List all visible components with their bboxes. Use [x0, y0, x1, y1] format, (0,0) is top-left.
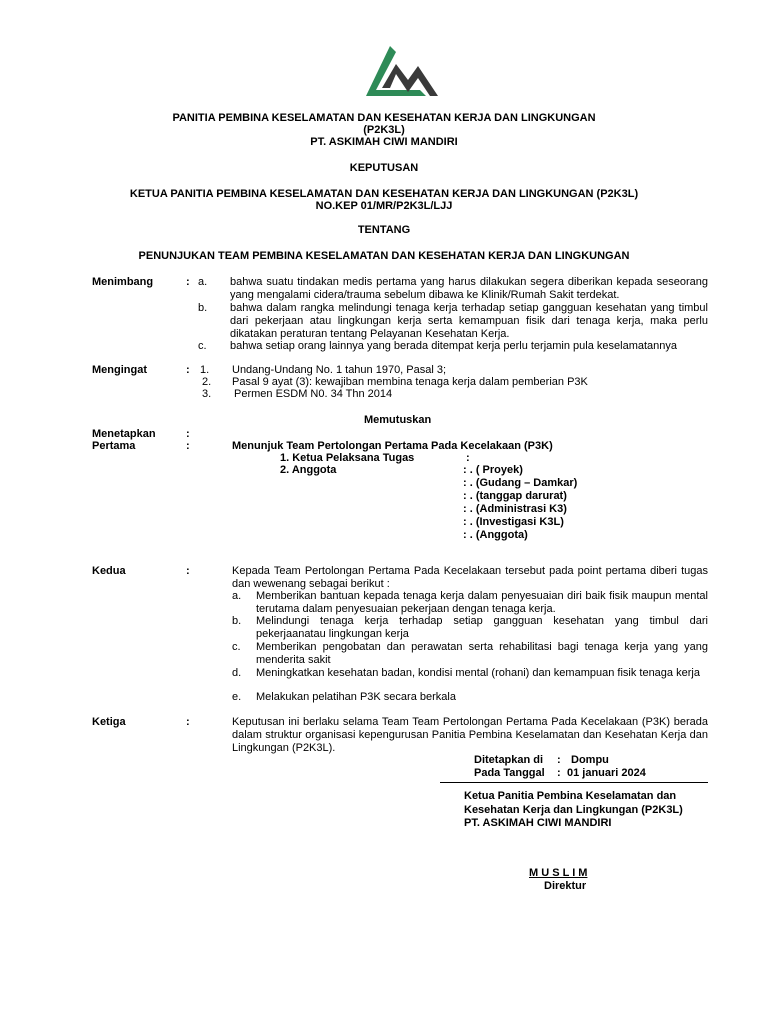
date-label: Pada Tanggal — [474, 767, 545, 779]
kedua-marker-b: b. — [232, 615, 242, 627]
subject-heading: PENUNJUKAN TEAM PEMBINA KESELAMATAN DAN KESEHATAN KERJA DAN LINGKUNGAN — [138, 250, 630, 262]
about-heading: TENTANG — [357, 224, 411, 236]
member-line: : . (Anggota) — [463, 529, 528, 541]
signatory-title-line2: Kesehatan Kerja dan Lingkungan (P2K3L) — [464, 804, 683, 816]
menimbang-marker-c: c. — [198, 340, 207, 352]
menetapkan-colon: : — [186, 428, 190, 440]
member-line: : . (tanggap darurat) — [463, 490, 567, 502]
issuer-title: KETUA PANITIA PEMBINA KESELAMATAN DAN KESEHATAN KERJA DAN LINGKUNGAN (P2K3L) — [129, 188, 639, 200]
ketiga-label: Ketiga — [92, 716, 126, 728]
date-value: 01 januari 2024 — [567, 767, 646, 779]
signatory-company: PT. ASKIMAH CIWI MANDIRI — [464, 817, 612, 829]
kedua-label: Kedua — [92, 565, 126, 577]
kedua-item-e: Melakukan pelatihan P3K secara berkala — [256, 691, 456, 703]
signatory-title-line1: Ketua Panitia Pembina Keselamatan dan — [464, 790, 677, 802]
org-title-line1: PANITIA PEMBINA KESELAMATAN DAN KESEHATAN KERJA DAN LINGKUNGAN — [172, 112, 596, 124]
document-type: KEPUTUSAN — [349, 162, 419, 174]
kedua-colon: : — [186, 565, 190, 577]
document-number: NO.KEP 01/MR/P2K3L/LJJ — [315, 200, 453, 212]
mengingat-colon: : — [186, 364, 190, 376]
mengingat-marker-2: 2. — [202, 376, 212, 388]
memutuskan-heading: Memutuskan — [364, 414, 432, 426]
menimbang-marker-b: b. — [198, 302, 208, 314]
org-title-line2: (P2K3L) — [363, 124, 405, 136]
ketiga-text: Keputusan ini berlaku selama Team Team Pertolongan Pertama Pada Kecelakaan (P3K) berada dalam struktur organisasi kepengurusan Panitia Pembina Keselamatan dan Kesehatan Kerja dan Lingkungan (P2K3L). — [232, 716, 708, 754]
place-label: Ditetapkan di — [474, 754, 544, 766]
pertama-label: Pertama — [92, 440, 136, 452]
mengingat-label: Mengingat — [92, 364, 147, 376]
kedua-item-c: Memberikan pengobatan dan perawatan serta rehabilitasi bagi tenaga kerja yang yang menderita sakit — [256, 641, 708, 666]
kedua-intro: Kepada Team Pertolongan Pertama Pada Kecelakaan tersebut pada point pertama diberi tugas dan wewenang sebagai berikut : — [232, 565, 708, 590]
role-anggota-value: : . ( Proyek) — [463, 464, 523, 476]
ketiga-colon: : — [186, 716, 190, 728]
company-name: PT. ASKIMAH CIWI MANDIRI — [310, 136, 458, 148]
kedua-marker-e: e. — [232, 691, 242, 703]
member-line: : . (Gudang – Damkar) — [463, 477, 578, 489]
kedua-item-a: Memberikan bantuan kepada tenaga kerja dalam penyesuaian diri baik fisik maupun mental terutama dalam penyesuaian pekerjaan dengan tenaga kerja. — [256, 590, 708, 615]
kedua-marker-a: a. — [232, 590, 242, 602]
company-logo — [360, 38, 444, 100]
mengingat-item-2: Pasal 9 ayat (3): kewajiban membina tenaga kerja dalam pemberian P3K — [232, 376, 588, 388]
kedua-marker-d: d. — [232, 667, 242, 679]
place-value: Dompu — [571, 754, 609, 766]
mengingat-marker-1: 1. — [200, 364, 210, 376]
mengingat-marker-3: 3. — [202, 388, 212, 400]
signature-divider — [440, 782, 708, 783]
menimbang-marker-a: a. — [198, 276, 208, 288]
role-ketua-value: : — [466, 452, 470, 464]
role-anggota-label: 2. Anggota — [280, 464, 337, 476]
menimbang-item-a: bahwa suatu tindakan medis pertama yang harus dilakukan segera diberikan kepada seseorang yang mengalami cidera/trauma sebelum dibawa ke Klinik/Rumah Sakit terdekat. — [230, 276, 708, 301]
menimbang-item-c: bahwa setiap orang lainnya yang berada ditempat kerja perlu terjamin pula keselamatannya — [230, 340, 677, 352]
mengingat-item-1: Undang-Undang No. 1 tahun 1970, Pasal 3; — [232, 364, 447, 376]
kedua-item-d: Meningkatkan kesehatan badan, kondisi mental (rohani) dan kemampuan fisik tenaga kerja — [256, 667, 700, 679]
menimbang-label: Menimbang — [92, 276, 154, 288]
pertama-text: Menunjuk Team Pertolongan Pertama Pada Kecelakaan (P3K) — [232, 440, 553, 452]
menetapkan-label: Menetapkan — [92, 428, 156, 440]
kedua-item-b: Melindungi tenaga kerja terhadap setiap gangguan kesehatan yang timbul dari pekerjaanatau lingkungan kerja — [256, 615, 708, 640]
mengingat-item-3: Permen ESDM N0. 34 Thn 2014 — [234, 388, 393, 400]
signatory-name: M U S L I M — [529, 867, 588, 879]
pertama-colon: : — [186, 440, 190, 452]
menimbang-colon: : — [186, 276, 190, 288]
role-ketua-label: 1. Ketua Pelaksana Tugas — [280, 452, 415, 464]
signatory-position: Direktur — [544, 880, 587, 892]
menimbang-item-b: bahwa dalam rangka melindungi tenaga kerja terhadap setiap gangguan kesehatan yang timbul dari pekerjaan atau lingkungan kerja serta kemampuan fisik dari tenaga kerja, maka perlu dikatakan peraturan tentang Pelayanan Kesehatan Kerja. — [230, 302, 708, 340]
member-line: : . (Investigasi K3L) — [463, 516, 564, 528]
place-separator: : — [557, 754, 561, 766]
date-separator: : — [557, 767, 561, 779]
member-line: : . (Administrasi K3) — [463, 503, 567, 515]
kedua-marker-c: c. — [232, 641, 241, 653]
